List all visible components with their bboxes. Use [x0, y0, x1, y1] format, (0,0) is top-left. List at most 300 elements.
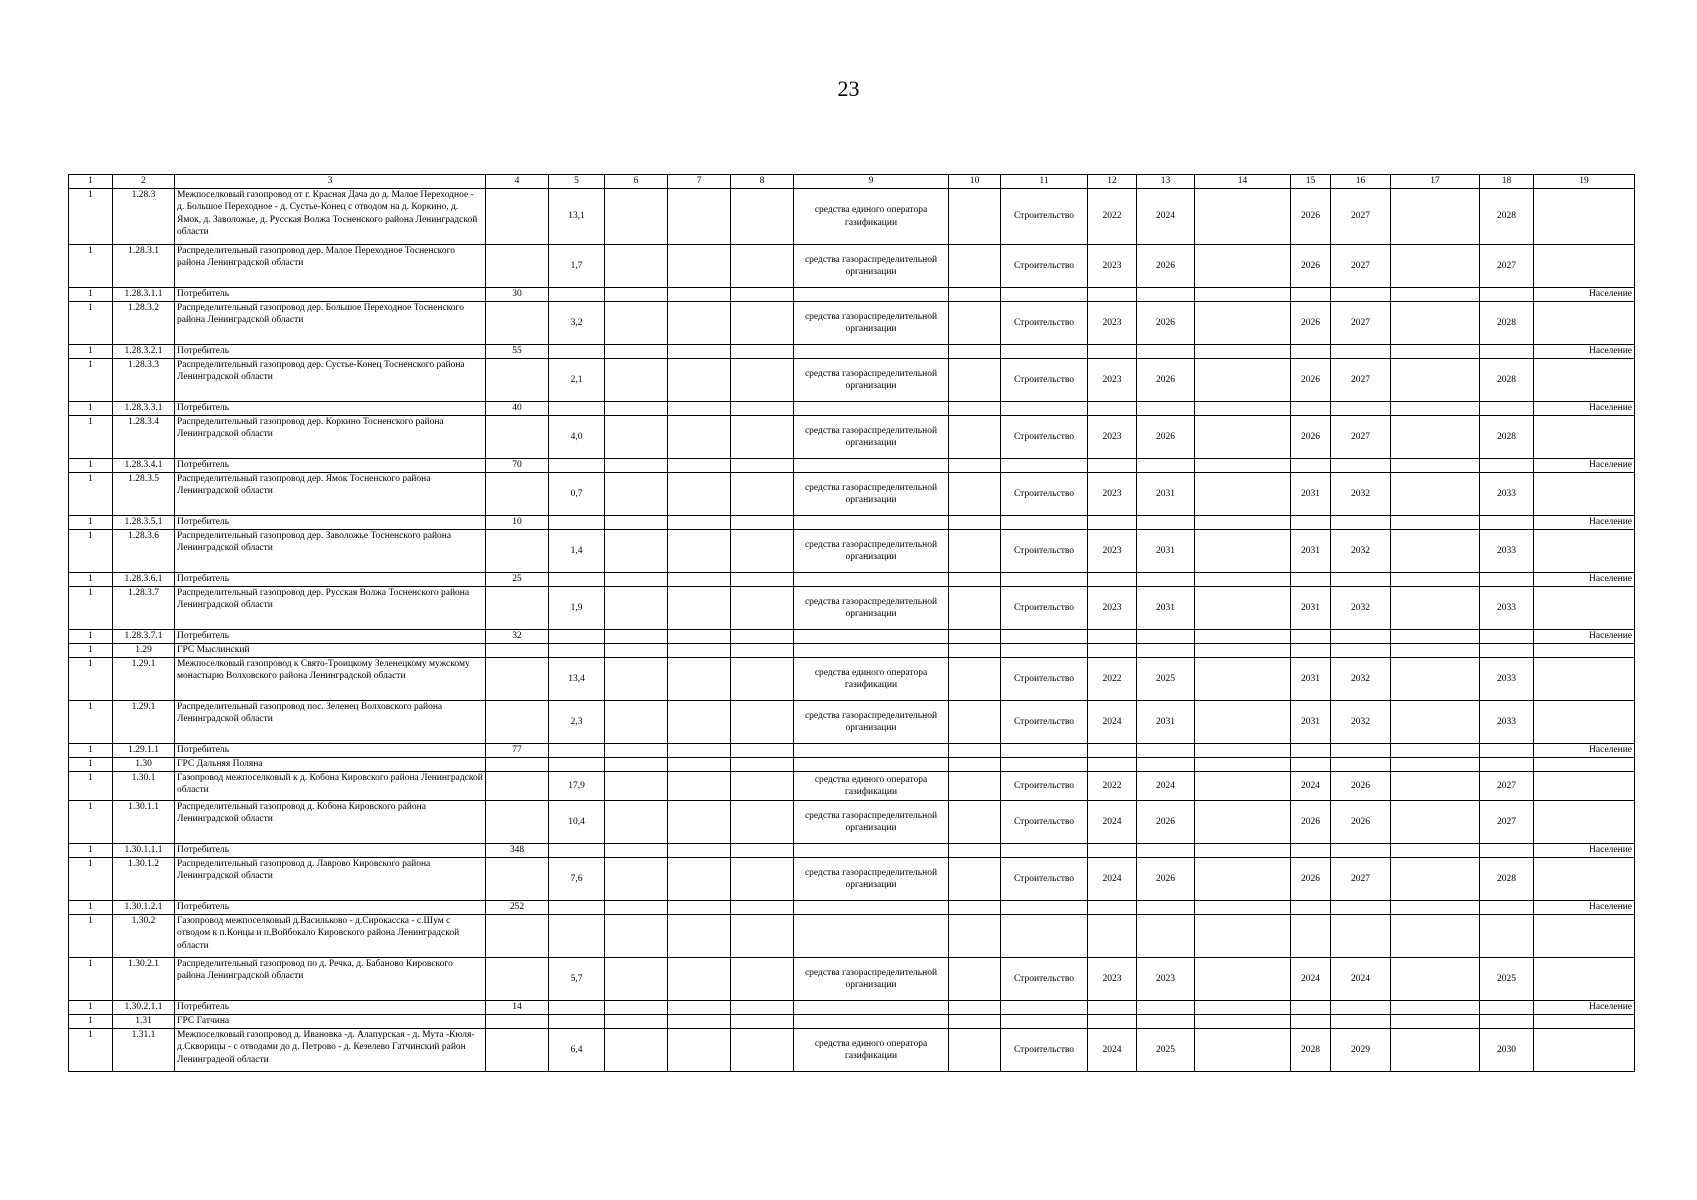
- cell-col-16: [1331, 288, 1391, 302]
- cell-description: Потребитель: [175, 345, 486, 359]
- cell-col-16: 2024: [1331, 958, 1391, 1001]
- cell-col-7: [668, 915, 731, 958]
- cell-col-12: 2023: [1088, 302, 1137, 345]
- cell-col-14: [1195, 288, 1291, 302]
- cell-col-12: 2024: [1088, 701, 1137, 744]
- cell-col-5: 0,7: [549, 473, 605, 516]
- cell-col-14: [1195, 416, 1291, 459]
- cell-col-5: [549, 516, 605, 530]
- cell-col-7: [668, 630, 731, 644]
- cell-description: Межпоселковый газопровод от г. Красная Дача до д. Малое Переходное - д. Большое Переходное - д. Сустье-Конец с отводом на д. Коркино, д. Ямок, д. Заволожье, д. Русская Волжа Тосненского района Ленинградской области: [175, 189, 486, 245]
- column-number: 4: [486, 175, 549, 189]
- table-row: [69, 630, 1635, 644]
- cell-col-8: [731, 1029, 794, 1072]
- cell-col-19: [1534, 587, 1635, 630]
- cell-col-1: 1: [69, 901, 113, 915]
- cell-col-17: [1391, 359, 1480, 402]
- cell-col-12: 2022: [1088, 189, 1137, 245]
- cell-funding-source: [794, 1015, 949, 1029]
- cell-col-12: 2023: [1088, 958, 1137, 1001]
- cell-col-1: 1: [69, 701, 113, 744]
- cell-col-12: [1088, 901, 1137, 915]
- cell-col-17: [1391, 587, 1480, 630]
- cell-col-4: [486, 658, 549, 701]
- cell-work-type: [1001, 744, 1088, 758]
- cell-col-12: 2022: [1088, 772, 1137, 801]
- cell-col-10: [949, 915, 1001, 958]
- cell-id: 1.28.3.6: [113, 530, 175, 573]
- cell-col-15: [1291, 758, 1331, 772]
- cell-col-6: [605, 630, 668, 644]
- cell-col-16: [1331, 630, 1391, 644]
- cell-col-13: [1137, 744, 1195, 758]
- cell-col-14: [1195, 473, 1291, 516]
- cell-id: 1.28.3: [113, 189, 175, 245]
- cell-col-7: [668, 1029, 731, 1072]
- cell-col-14: [1195, 302, 1291, 345]
- cell-col-1: 1: [69, 844, 113, 858]
- cell-col-4: [486, 245, 549, 288]
- column-number: 13: [1137, 175, 1195, 189]
- cell-work-type: Строительство: [1001, 359, 1088, 402]
- cell-col-13: 2026: [1137, 858, 1195, 901]
- cell-col-10: [949, 345, 1001, 359]
- cell-col-1: 1: [69, 1029, 113, 1072]
- cell-work-type: [1001, 459, 1088, 473]
- cell-col-1: 1: [69, 801, 113, 844]
- cell-col-15: 2026: [1291, 858, 1331, 901]
- cell-id: 1.31: [113, 1015, 175, 1029]
- cell-work-type: Строительство: [1001, 302, 1088, 345]
- cell-col-18: [1480, 630, 1534, 644]
- column-number: 14: [1195, 175, 1291, 189]
- cell-col-6: [605, 744, 668, 758]
- table-row: [69, 402, 1635, 416]
- cell-col-13: 2031: [1137, 473, 1195, 516]
- table-row: [69, 901, 1635, 915]
- cell-col-18: 2033: [1480, 473, 1534, 516]
- cell-description: Потребитель: [175, 1001, 486, 1015]
- cell-col-19: Население: [1534, 630, 1635, 644]
- cell-funding-source: средства газораспределительной организации: [794, 701, 949, 744]
- cell-col-18: [1480, 915, 1534, 958]
- cell-col-18: [1480, 744, 1534, 758]
- cell-work-type: Строительство: [1001, 189, 1088, 245]
- cell-col-18: 2027: [1480, 245, 1534, 288]
- cell-work-type: Строительство: [1001, 858, 1088, 901]
- cell-col-12: 2024: [1088, 801, 1137, 844]
- cell-col-18: [1480, 644, 1534, 658]
- cell-col-19: Население: [1534, 516, 1635, 530]
- cell-col-17: [1391, 1001, 1480, 1015]
- cell-funding-source: [794, 573, 949, 587]
- cell-col-13: [1137, 288, 1195, 302]
- cell-col-18: [1480, 573, 1534, 587]
- cell-col-4: 252: [486, 901, 549, 915]
- cell-description: Распределительный газопровод дер. Заволожье Тосненского района Ленинградской области: [175, 530, 486, 573]
- cell-description: Распределительный газопровод дер. Малое Переходное Тосненского района Ленинградской области: [175, 245, 486, 288]
- cell-col-12: 2023: [1088, 530, 1137, 573]
- cell-col-14: [1195, 189, 1291, 245]
- cell-description: Межпоселковый газопровод к Свято-Троицкому Зеленецкому мужскому монастырю Волховского района Ленинградской области: [175, 658, 486, 701]
- cell-col-7: [668, 245, 731, 288]
- cell-col-16: [1331, 1015, 1391, 1029]
- cell-col-12: [1088, 744, 1137, 758]
- cell-funding-source: [794, 915, 949, 958]
- cell-col-5: [549, 1015, 605, 1029]
- cell-id: 1.28.3.4: [113, 416, 175, 459]
- cell-col-10: [949, 530, 1001, 573]
- cell-col-7: [668, 573, 731, 587]
- cell-col-1: 1: [69, 644, 113, 658]
- cell-id: 1.30: [113, 758, 175, 772]
- cell-col-15: [1291, 901, 1331, 915]
- cell-funding-source: средства газораспределительной организации: [794, 416, 949, 459]
- cell-col-7: [668, 644, 731, 658]
- table-row: [69, 844, 1635, 858]
- cell-col-5: [549, 1001, 605, 1015]
- cell-col-17: [1391, 772, 1480, 801]
- cell-col-19: [1534, 644, 1635, 658]
- cell-col-8: [731, 402, 794, 416]
- cell-col-6: [605, 473, 668, 516]
- cell-col-16: [1331, 459, 1391, 473]
- cell-funding-source: средства газораспределительной организации: [794, 530, 949, 573]
- cell-work-type: [1001, 844, 1088, 858]
- cell-col-19: [1534, 245, 1635, 288]
- cell-col-1: 1: [69, 516, 113, 530]
- cell-col-15: 2026: [1291, 245, 1331, 288]
- cell-col-13: [1137, 1015, 1195, 1029]
- cell-col-19: Население: [1534, 1001, 1635, 1015]
- cell-col-10: [949, 701, 1001, 744]
- cell-description: Потребитель: [175, 288, 486, 302]
- cell-description: Газопровод межпоселковый д.Васильково - д.Сирокасска - с.Шум с отводом к п.Концы и п.Войбокало Кировского района Ленинградской области: [175, 915, 486, 958]
- cell-id: 1.29.1.1: [113, 744, 175, 758]
- cell-work-type: Строительство: [1001, 473, 1088, 516]
- cell-col-7: [668, 416, 731, 459]
- cell-col-18: [1480, 288, 1534, 302]
- cell-col-15: [1291, 573, 1331, 587]
- cell-col-6: [605, 459, 668, 473]
- cell-col-19: Население: [1534, 573, 1635, 587]
- cell-work-type: [1001, 630, 1088, 644]
- cell-col-8: [731, 1015, 794, 1029]
- cell-col-4: [486, 701, 549, 744]
- cell-col-5: [549, 459, 605, 473]
- cell-funding-source: [794, 459, 949, 473]
- cell-col-10: [949, 658, 1001, 701]
- cell-col-15: 2026: [1291, 416, 1331, 459]
- table-row: [69, 858, 1635, 901]
- cell-col-7: [668, 359, 731, 402]
- cell-col-19: [1534, 772, 1635, 801]
- cell-col-13: [1137, 901, 1195, 915]
- cell-col-10: [949, 402, 1001, 416]
- cell-col-8: [731, 1001, 794, 1015]
- cell-col-15: [1291, 402, 1331, 416]
- table-row: [69, 359, 1635, 402]
- table-row: [69, 245, 1635, 288]
- cell-description: ГРС Дальняя Поляна: [175, 758, 486, 772]
- cell-description: ГРС Мыслинский: [175, 644, 486, 658]
- cell-col-17: [1391, 758, 1480, 772]
- cell-col-13: 2025: [1137, 1029, 1195, 1072]
- cell-col-18: 2025: [1480, 958, 1534, 1001]
- table-row: [69, 416, 1635, 459]
- cell-col-19: Население: [1534, 844, 1635, 858]
- cell-col-4: [486, 587, 549, 630]
- cell-col-17: [1391, 630, 1480, 644]
- table-row: [69, 958, 1635, 1001]
- cell-col-12: [1088, 630, 1137, 644]
- column-number: 12: [1088, 175, 1137, 189]
- cell-col-1: 1: [69, 189, 113, 245]
- cell-col-18: 2027: [1480, 801, 1534, 844]
- cell-col-16: 2032: [1331, 658, 1391, 701]
- cell-id: 1.30.1.2: [113, 858, 175, 901]
- cell-id: 1.28.3.1.1: [113, 288, 175, 302]
- cell-col-14: [1195, 644, 1291, 658]
- cell-col-4: [486, 858, 549, 901]
- cell-col-6: [605, 516, 668, 530]
- cell-col-14: [1195, 744, 1291, 758]
- cell-col-8: [731, 801, 794, 844]
- cell-col-6: [605, 1029, 668, 1072]
- cell-col-6: [605, 644, 668, 658]
- cell-funding-source: [794, 644, 949, 658]
- cell-description: Межпоселковый газопровод д. Ивановка -д. Алапурская - д. Мута -Кюля- д.Скворицы - с отводами до д. Петрово - д. Кезелево Гатчинский район Ленинградеой области: [175, 1029, 486, 1072]
- cell-col-4: [486, 958, 549, 1001]
- cell-col-13: [1137, 516, 1195, 530]
- column-number: 16: [1331, 175, 1391, 189]
- cell-description: Распределительный газопровод дер. Русская Волжа Тосненского района Ленинградской области: [175, 587, 486, 630]
- cell-col-15: 2026: [1291, 359, 1331, 402]
- cell-col-13: [1137, 345, 1195, 359]
- cell-col-8: [731, 630, 794, 644]
- cell-work-type: Строительство: [1001, 416, 1088, 459]
- cell-col-16: 2027: [1331, 416, 1391, 459]
- cell-funding-source: [794, 402, 949, 416]
- cell-col-4: 55: [486, 345, 549, 359]
- cell-col-16: [1331, 744, 1391, 758]
- cell-id: 1.28.3.7: [113, 587, 175, 630]
- cell-col-14: [1195, 801, 1291, 844]
- cell-col-1: 1: [69, 302, 113, 345]
- cell-col-4: 40: [486, 402, 549, 416]
- cell-col-7: [668, 587, 731, 630]
- cell-work-type: [1001, 402, 1088, 416]
- cell-col-7: [668, 345, 731, 359]
- cell-col-1: 1: [69, 658, 113, 701]
- cell-funding-source: [794, 744, 949, 758]
- cell-col-10: [949, 302, 1001, 345]
- cell-col-12: [1088, 758, 1137, 772]
- column-number: 6: [605, 175, 668, 189]
- cell-description: Потребитель: [175, 402, 486, 416]
- cell-col-7: [668, 772, 731, 801]
- cell-col-6: [605, 801, 668, 844]
- cell-col-4: 348: [486, 844, 549, 858]
- cell-id: 1.30.2.1: [113, 958, 175, 1001]
- cell-funding-source: средства газораспределительной организации: [794, 587, 949, 630]
- cell-col-17: [1391, 1015, 1480, 1029]
- cell-col-7: [668, 801, 731, 844]
- cell-col-10: [949, 473, 1001, 516]
- cell-col-4: [486, 1015, 549, 1029]
- cell-col-5: 5,7: [549, 958, 605, 1001]
- cell-col-12: [1088, 516, 1137, 530]
- column-number: 1: [69, 175, 113, 189]
- cell-col-7: [668, 302, 731, 345]
- cell-description: Потребитель: [175, 516, 486, 530]
- cell-col-15: 2024: [1291, 772, 1331, 801]
- cell-description: Распределительный газопровод д. Лаврово Кировского района Ленинградской области: [175, 858, 486, 901]
- cell-col-19: [1534, 1029, 1635, 1072]
- cell-col-16: [1331, 516, 1391, 530]
- cell-col-13: 2031: [1137, 530, 1195, 573]
- cell-col-5: [549, 758, 605, 772]
- cell-col-13: 2031: [1137, 587, 1195, 630]
- cell-col-14: [1195, 530, 1291, 573]
- cell-col-5: 2,1: [549, 359, 605, 402]
- cell-col-10: [949, 844, 1001, 858]
- cell-work-type: [1001, 1001, 1088, 1015]
- cell-col-13: [1137, 630, 1195, 644]
- cell-col-8: [731, 658, 794, 701]
- cell-work-type: [1001, 901, 1088, 915]
- cell-col-10: [949, 858, 1001, 901]
- cell-col-13: 2026: [1137, 801, 1195, 844]
- cell-col-19: [1534, 302, 1635, 345]
- cell-col-17: [1391, 744, 1480, 758]
- cell-col-4: [486, 915, 549, 958]
- cell-col-17: [1391, 302, 1480, 345]
- cell-col-15: [1291, 345, 1331, 359]
- cell-description: Распределительный газопровод пос. Зеленец Волховского района Ленинградской области: [175, 701, 486, 744]
- cell-col-5: 7,6: [549, 858, 605, 901]
- cell-col-7: [668, 958, 731, 1001]
- cell-col-14: [1195, 701, 1291, 744]
- cell-col-6: [605, 402, 668, 416]
- cell-col-14: [1195, 901, 1291, 915]
- cell-col-10: [949, 1001, 1001, 1015]
- cell-work-type: Строительство: [1001, 530, 1088, 573]
- cell-col-14: [1195, 516, 1291, 530]
- cell-col-8: [731, 473, 794, 516]
- table-row: [69, 530, 1635, 573]
- cell-col-19: [1534, 530, 1635, 573]
- cell-col-10: [949, 359, 1001, 402]
- cell-work-type: [1001, 516, 1088, 530]
- cell-col-8: [731, 530, 794, 573]
- cell-col-4: 14: [486, 1001, 549, 1015]
- cell-col-14: [1195, 459, 1291, 473]
- table-row: [69, 658, 1635, 701]
- cell-col-4: [486, 801, 549, 844]
- cell-col-8: [731, 858, 794, 901]
- cell-col-5: [549, 402, 605, 416]
- cell-col-13: [1137, 402, 1195, 416]
- cell-col-18: 2033: [1480, 658, 1534, 701]
- cell-col-18: 2033: [1480, 587, 1534, 630]
- cell-col-15: [1291, 1015, 1331, 1029]
- cell-col-10: [949, 772, 1001, 801]
- cell-col-1: 1: [69, 473, 113, 516]
- cell-col-7: [668, 1015, 731, 1029]
- cell-funding-source: средства газораспределительной организации: [794, 958, 949, 1001]
- cell-col-18: 2033: [1480, 530, 1534, 573]
- cell-col-15: 2026: [1291, 189, 1331, 245]
- cell-col-6: [605, 758, 668, 772]
- cell-description: Потребитель: [175, 901, 486, 915]
- cell-col-8: [731, 573, 794, 587]
- cell-col-6: [605, 658, 668, 701]
- cell-col-10: [949, 901, 1001, 915]
- cell-col-12: [1088, 844, 1137, 858]
- cell-col-16: [1331, 901, 1391, 915]
- table-row: [69, 701, 1635, 744]
- cell-col-19: Население: [1534, 345, 1635, 359]
- cell-funding-source: средства газораспределительной организации: [794, 858, 949, 901]
- cell-col-14: [1195, 915, 1291, 958]
- cell-col-16: [1331, 844, 1391, 858]
- cell-col-4: 77: [486, 744, 549, 758]
- cell-col-18: 2028: [1480, 359, 1534, 402]
- cell-col-8: [731, 189, 794, 245]
- table-row: [69, 801, 1635, 844]
- cell-col-15: [1291, 459, 1331, 473]
- cell-work-type: Строительство: [1001, 801, 1088, 844]
- cell-col-1: 1: [69, 288, 113, 302]
- cell-col-19: [1534, 801, 1635, 844]
- cell-col-5: [549, 915, 605, 958]
- cell-col-15: [1291, 644, 1331, 658]
- cell-col-1: 1: [69, 915, 113, 958]
- cell-col-8: [731, 744, 794, 758]
- cell-col-12: [1088, 459, 1137, 473]
- cell-col-18: [1480, 1015, 1534, 1029]
- cell-col-14: [1195, 772, 1291, 801]
- cell-col-6: [605, 901, 668, 915]
- column-number: 15: [1291, 175, 1331, 189]
- cell-col-13: 2023: [1137, 958, 1195, 1001]
- cell-col-1: 1: [69, 573, 113, 587]
- cell-id: 1.30.2: [113, 915, 175, 958]
- cell-col-12: 2024: [1088, 858, 1137, 901]
- cell-description: ГРС Гатчина: [175, 1015, 486, 1029]
- cell-col-1: 1: [69, 359, 113, 402]
- cell-col-5: [549, 744, 605, 758]
- cell-col-13: 2024: [1137, 772, 1195, 801]
- cell-funding-source: средства газораспределительной организации: [794, 245, 949, 288]
- cell-col-19: [1534, 359, 1635, 402]
- cell-col-15: 2026: [1291, 801, 1331, 844]
- cell-col-13: 2024: [1137, 189, 1195, 245]
- cell-funding-source: [794, 844, 949, 858]
- cell-col-1: 1: [69, 530, 113, 573]
- cell-funding-source: средства газораспределительной организации: [794, 359, 949, 402]
- cell-col-16: 2026: [1331, 801, 1391, 844]
- cell-col-15: 2031: [1291, 587, 1331, 630]
- cell-col-8: [731, 915, 794, 958]
- cell-col-19: [1534, 958, 1635, 1001]
- cell-col-5: [549, 345, 605, 359]
- cell-funding-source: [794, 516, 949, 530]
- cell-work-type: [1001, 1015, 1088, 1029]
- cell-col-16: [1331, 915, 1391, 958]
- cell-col-4: 32: [486, 630, 549, 644]
